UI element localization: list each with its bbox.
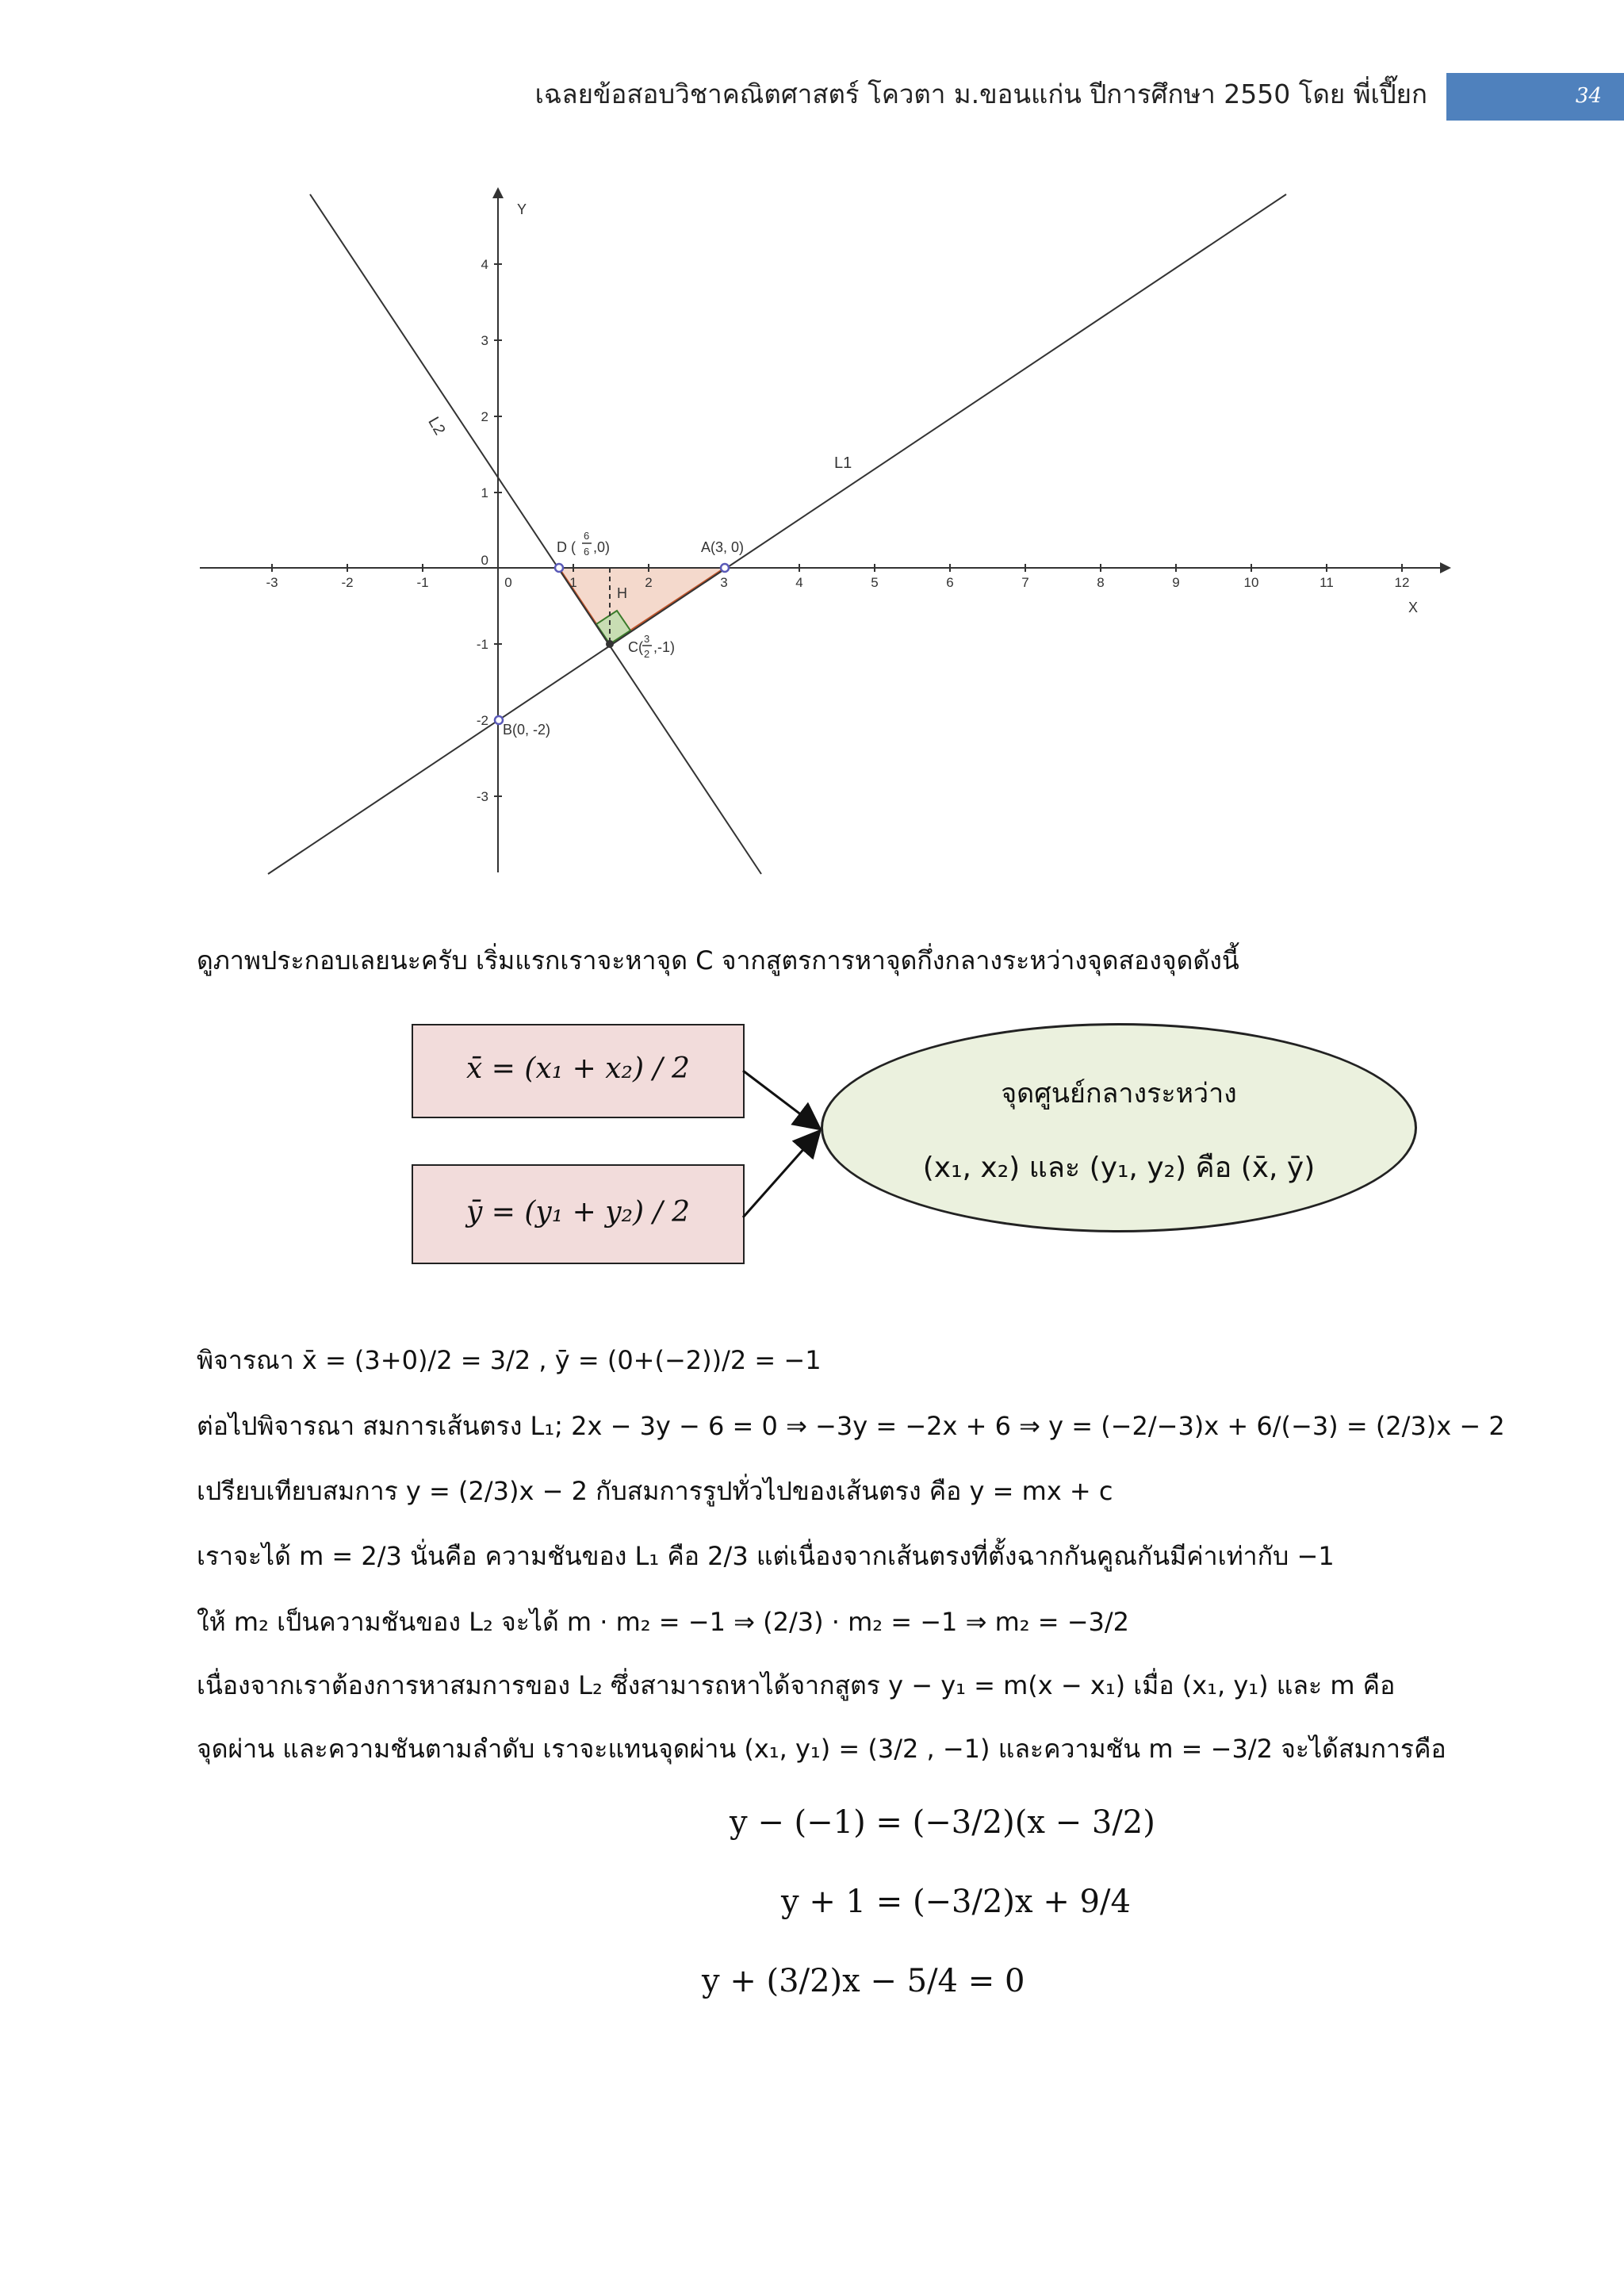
point-d-den: 6 [584,546,590,558]
point-d-prefix: D ( [557,539,576,555]
point-b-label: B(0, -2) [503,722,551,738]
y-tick-label: -3 [476,789,488,804]
step-6: เนื่องจากเราต้องการหาสมการของ L₂ ซึ่งสามารถหาได้จากสูตร y − y₁ = m(x − x₁) เมื่อ (x₁, y₁) และ m คือ [197,1670,1396,1700]
x-tick-label: -3 [266,575,278,590]
y-tick-label: 4 [481,257,488,272]
point-c-suffix: ,-1) [653,639,675,655]
x-tick-label: 6 [946,575,954,590]
point-d-suffix: ,0) [593,539,611,555]
formula-y: ȳ = (y₁ + y₂) / 2 [466,1196,690,1228]
x-tick-label: 1 [569,575,577,590]
x-tick-label: 0 [504,575,512,590]
header-title: เฉลยข้อสอบวิชาคณิตศาสตร์ โควตา ม.ขอนแก่น ปีการศึกษา 2550 โดย พี่เปี๊ยก [534,79,1427,109]
x-tick-label: -1 [416,575,429,590]
line-l2-label: L2 [424,414,449,439]
arrow-from-y [743,1133,818,1217]
x-tick-label: 7 [1021,575,1029,590]
y-tick-label: 3 [481,333,488,348]
x-tick-label: 8 [1097,575,1105,590]
point-d-num: 6 [584,530,590,542]
x-tick-label: -2 [341,575,354,590]
point-h-label: H [617,585,627,601]
step-4: เราจะได้ m = 2/3 นั่นคือ ความชันของ L₁ คือ 2/3 แต่เนื่องจากเส้นตรงที่ตั้งฉากกันคูณกันมีค่าเท่ากับ −1 [197,1541,1335,1571]
y-tick-label: 0 [481,553,488,568]
equation-1: y − (−1) = (−3/2)(x − 3/2) [730,1804,1155,1841]
line-l1-label: L1 [834,454,852,472]
step-1: พิจารณา x̄ = (3+0)/2 = 3/2 , ȳ = (0+(−2))/2 = −1 [197,1345,822,1375]
formula-x: x̄ = (x₁ + x₂) / 2 [466,1052,690,1085]
x-tick-label: 11 [1320,575,1334,590]
step-3: เปรียบเทียบสมการ y = (2/3)x − 2 กับสมการรูปทั่วไปของเส้นตรง คือ y = mx + c [197,1476,1113,1506]
ellipse-line2: (x₁, x₂) และ (y₁, y₂) คือ (x̄, ȳ) [922,1152,1316,1184]
y-tick-label: 2 [481,409,488,424]
point-c-num: 3 [644,633,650,645]
y-tick-label: -1 [476,637,488,652]
x-axis-label: X [1408,600,1419,615]
equation-2: y + 1 = (−3/2)x + 9/4 [781,1884,1131,1920]
point-c-den: 2 [644,648,650,660]
y-tick-label: 1 [481,485,488,500]
equation-3: y + (3/2)x − 5/4 = 0 [702,1963,1025,1999]
x-tick-label: 10 [1243,575,1259,590]
step-7: จุดผ่าน และความชันตามลำดับ เราจะแทนจุดผ่าน (x₁, y₁) = (3/2 , −1) และความชัน m = −3/2 จะได้สมการคือ [197,1734,1446,1764]
point-c-prefix: C( [628,639,643,655]
x-tick-label: 4 [795,575,803,590]
x-tick-label: 9 [1172,575,1180,590]
midpoint-ellipse [821,1023,1417,1232]
x-tick-label: 3 [720,575,728,590]
page-number: 34 [1575,84,1602,108]
step-2: ต่อไปพิจารณา สมการเส้นตรง L₁; 2x − 3y − 6 = 0 ⇒ −3y = −2x + 6 ⇒ y = (−2/−3)x + 6/(−3) = (2/3)x − 2 [197,1411,1505,1441]
x-tick-label: 5 [871,575,879,590]
point-a-label: A(3, 0) [701,539,745,555]
arrow-from-x [743,1071,818,1128]
intro-text: ดูภาพประกอบเลยนะครับ เริ่มแรกเราจะหาจุด C จากสูตรการหาจุดกึ่งกลางระหว่างจุดสองจุดดังนี้ [197,945,1239,976]
y-axis-label: Y [517,201,527,217]
y-tick-label: -2 [476,713,488,728]
step-5: ให้ m₂ เป็นความชันของ L₂ จะได้ m · m₂ = −1 ⇒ (2/3) · m₂ = −1 ⇒ m₂ = −3/2 [197,1607,1130,1637]
x-tick-label: 2 [645,575,653,590]
x-tick-label: 12 [1394,575,1410,590]
ellipse-line1: จุดศูนย์กลางระหว่าง [1001,1078,1237,1110]
